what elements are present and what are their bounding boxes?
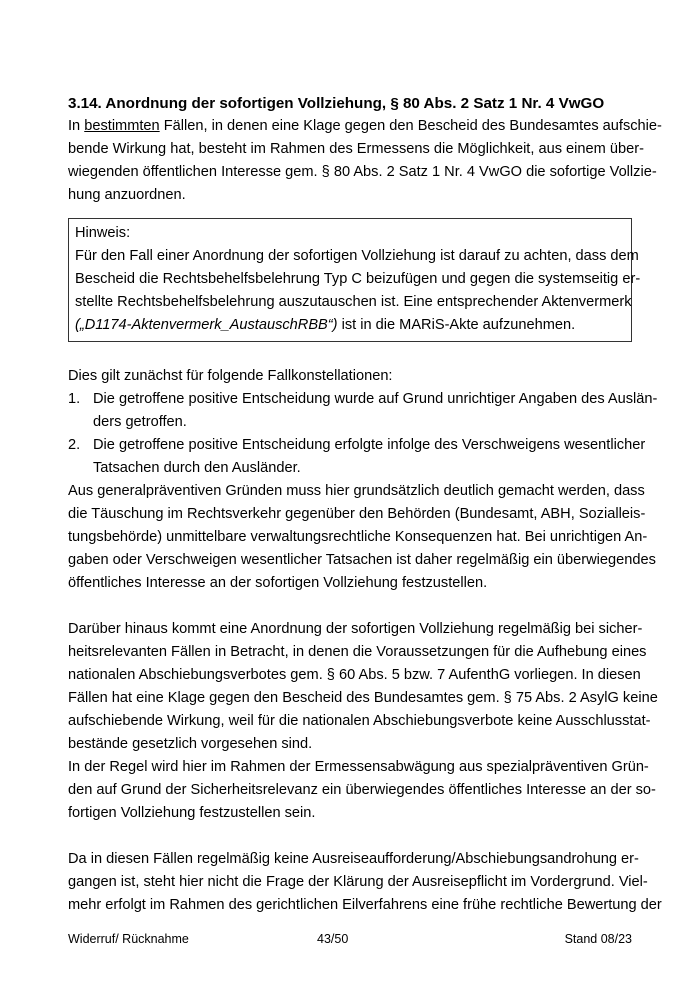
page-footer (68, 932, 632, 950)
case-list: Dies gilt zunächst für folgende Fallkonstellationen: 1. Die getroffene positive Entscheidung wurde auf Grund unrichtiger Angaben des Auslän- ders getroffen. 2. Die getroffene positive Entscheidung erfolgte infolge des Verschweigens wesentlicher Tatsachen durch den Ausländer. (68, 365, 632, 480)
paragraph-general-prevention: Aus generalpräventiven Gründen muss hier grundsätzlich deutlich gemacht werden, dass die Täuschung im Rechtsverkehr gegenüber den Behörden (Bundesamt, ABH, Sozialleis- tungsbehörde) unmittelbare verwaltungsrechtliche Konsequenzen hat. Bei unrichtigen An- gaben oder Verschweigen wesentlicher Tatsachen ist daher regelmäßig ein überwiegendes öffentliches Interesse an der sofortigen Vollziehung festzustellen. (68, 483, 656, 591)
document-page (68, 92, 662, 917)
list-item: 1. Die getroffene positive Entscheidung wurde auf Grund unrichtiger Angaben des Auslän- (68, 391, 658, 407)
section-heading: 3.14. Anordnung der sofortigen Vollziehung, § 80 Abs. 2 Satz 1 Nr. 4 VwGO (68, 95, 605, 112)
note-title: Hinweis: (75, 225, 131, 241)
note-box: Hinweis: Für den Fall einer Anordnung der sofortigen Vollziehung ist darauf zu achten, dass dem Bescheid die Rechtsbehelfsbelehrung Typ C beizufügen und gegen die systemseitig er- stellte Rechtsbehelfsbelehrung auszutauschen ist. Eine entsprechender Aktenvermerk („D1174-Aktenvermerk_AustauschRBB“) ist in die MARiS-Akte aufzunehmen. (68, 218, 632, 342)
paragraph-security-cases: Darüber hinaus kommt eine Anordnung der sofortigen Vollziehung regelmäßig bei sicher- heitsrelevanten Fällen in Betracht, in denen die Voraussetzungen für die Aufhebung eines nationalen Abschiebungsverbotes gem. § 60 Abs. 5 bzw. 7 AufenthG vorliegen. In diesen Fällen hat eine Klage gegen den Bescheid des Bundesamtes gem. § 75 Abs. 2 AsylG keine aufschiebende Wirkung, weil für die nationalen Abschiebungsverbote keine Ausschlusstat- bestände gesetzlich vorgesehen sind. In der Regel wird hier im Rahmen der Ermessensabwägung aus spezialpräventiven Grün- den auf Grund der Sicherheitsrelevanz ein überwiegendes öffentliches Interesse an der so- fortigen Vollziehung festzustellen sein. (68, 621, 658, 821)
intro-paragraph: In bestimmten Fällen, in denen eine Klage gegen den Bescheid des Bundesamtes aufschie- bende Wirkung hat, besteht im Rahmen des Ermessens die Möglichkeit, aus einem über- wiegenden öffentlichen Interesse gem. § 80 Abs. 2 Satz 1 Nr. 4 VwGO die sofortige Vollzie- hung anzuordnen. (68, 118, 662, 203)
file-note-reference: („D1174-Aktenvermerk_AustauschRBB“) (75, 317, 338, 333)
footer-version: Stand 08/23 (564, 932, 632, 946)
underlined-word: bestimmten (84, 118, 160, 134)
paragraph-departure: Da in diesen Fällen regelmäßig keine Ausreiseaufforderung/Abschiebungsandrohung er- gangen ist, steht hier nicht die Frage der Klärung der Ausreisepflicht im Vordergrund. Viel- mehr erfolgt im Rahmen des gerichtlichen Eilverfahrens eine frühe rechtliche Bewertung der (68, 851, 662, 913)
footer-document-title: Widerruf/ Rücknahme (68, 932, 189, 946)
page-number: 43/50 (317, 932, 349, 946)
case-list-intro: Dies gilt zunächst für folgende Fallkonstellationen: (68, 368, 393, 384)
list-item: 2. Die getroffene positive Entscheidung erfolgte infolge des Verschweigens wesentlicher (68, 437, 646, 453)
